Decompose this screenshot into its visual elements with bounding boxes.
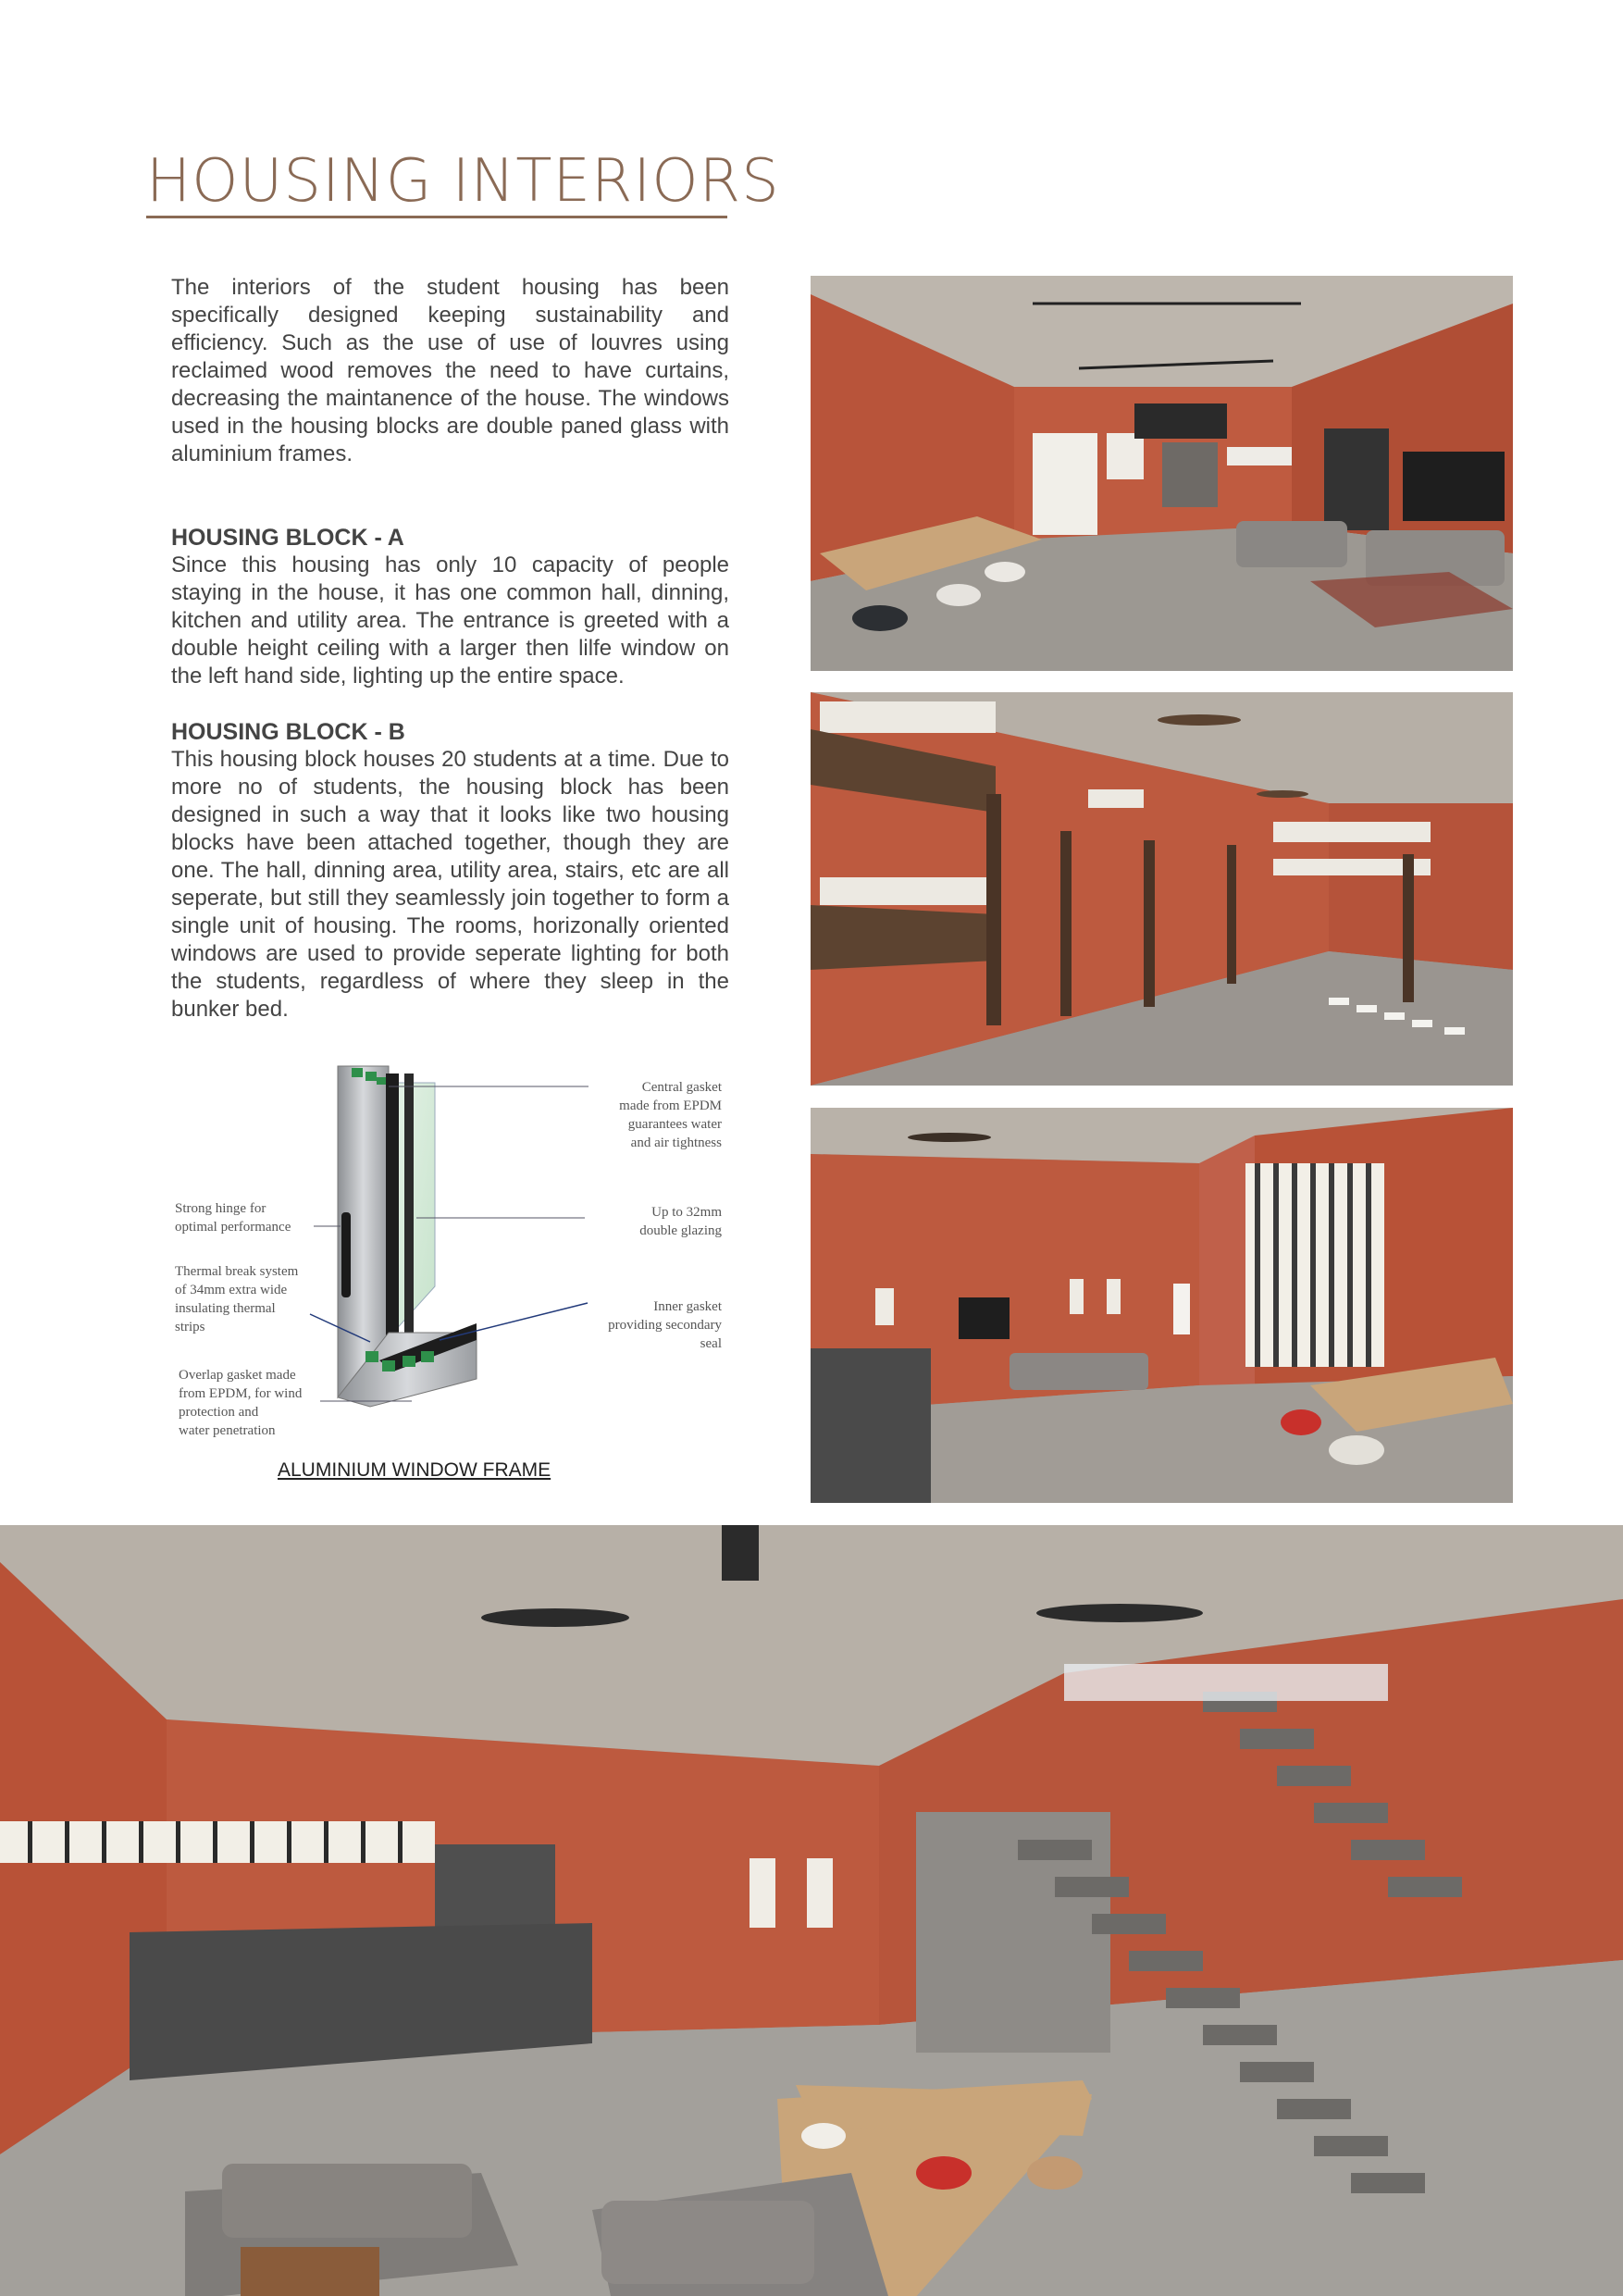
callout-double-glazing: Up to 32mm double glazing (639, 1205, 722, 1238)
render-bunk-room-image (811, 692, 1513, 1086)
render-common-hall (811, 276, 1513, 671)
callout-overlap-gasket: Overlap gasket made from EPDM, for wind protection and water penetration (179, 1368, 303, 1438)
diagram-caption: ALUMINIUM WINDOW FRAME (278, 1459, 551, 1481)
intro-paragraph: The interiors of the student housing has been specifically designed keeping sustainability and efficiency. Such as the use of use of louvres using reclaimed wood removes the need to have curtains, decreasing the maintanence of the house. The windows used in the housing blocks are double paned glass with aluminium frames. (171, 275, 729, 466)
callout-hinge: Strong hinge for optimal performance (175, 1201, 291, 1235)
callout-central-gasket: Central gasket made from EPDM guarantees water and air tightness (619, 1080, 722, 1150)
window-frame-diagram (171, 1046, 726, 1444)
block-b-paragraph: This housing block houses 20 students at a time. Due to more no of students, the housing block has been designed in such a way that it looks like two housing blocks have been attached together, though they are one. The hall, dinning area, utility area, stairs, etc are all seperate, but still they seamlessly join together to form a single unit of housing. The rooms, horizonally oriented windows are used to provide seperate lighting for both the students, regardless of where they sleep in the bunker bed. (171, 747, 729, 1022)
callout-inner-gasket: Inner gasket providing secondary seal (608, 1299, 722, 1351)
render-double-height-living-image (811, 1108, 1513, 1503)
render-block-b-hall (0, 1525, 1623, 2296)
render-double-height-living (811, 1108, 1513, 1503)
title-underline (146, 216, 727, 218)
render-block-b-hall-image (0, 1525, 1623, 2296)
block-a-paragraph: Since this housing has only 10 capacity of people staying in the house, it has one common hall, dinning, kitchen and utility area. The entrance is greeted with a double height ceiling with a larger then lilfe window on the left hand side, lighting up the entire space. (171, 552, 729, 689)
block-a-heading: HOUSING BLOCK - A (171, 525, 404, 551)
page-title: HOUSING INTERIORS (146, 147, 780, 216)
callout-thermal-break: Thermal break system of 34mm extra wide insulating thermal strips (175, 1264, 299, 1334)
render-bunk-room (811, 692, 1513, 1086)
block-b-heading: HOUSING BLOCK - B (171, 719, 405, 745)
render-common-hall-image (811, 276, 1513, 671)
